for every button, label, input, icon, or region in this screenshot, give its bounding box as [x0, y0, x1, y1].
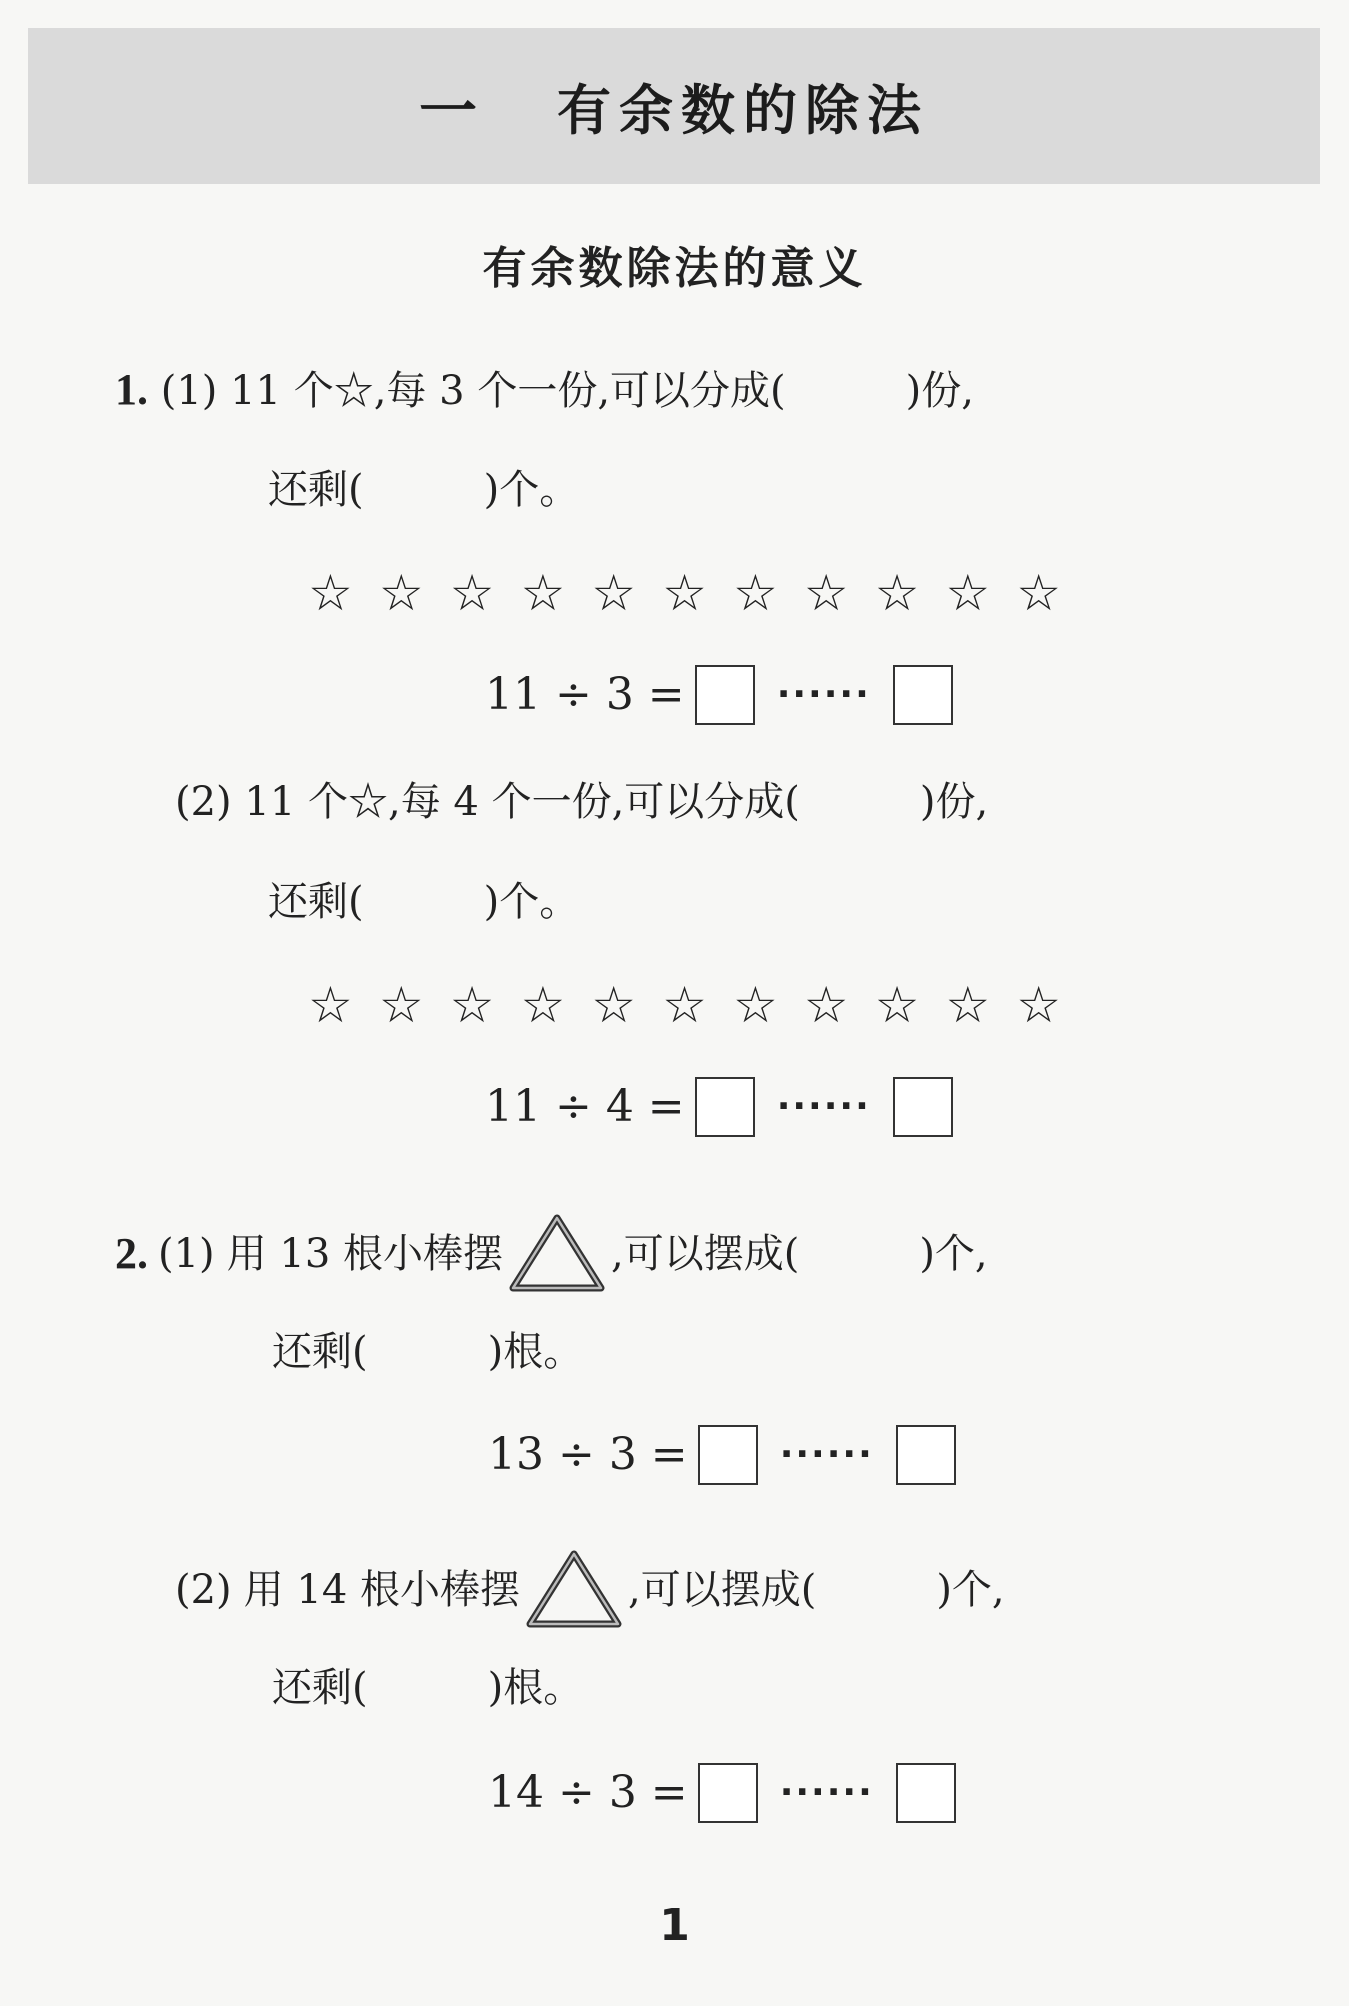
- q2-p2-text-c: )个,: [936, 1567, 1005, 1613]
- q1-p1-text-b: )份,: [905, 368, 974, 414]
- q2-p1-line2: [272, 1329, 584, 1375]
- q1-p2-eq-text: 11 ÷ 4 =: [485, 1081, 685, 1132]
- q2-p1-eq-text: 13 ÷ 3 =: [488, 1429, 688, 1480]
- q2-p1-remainder-box[interactable]: [896, 1425, 956, 1485]
- q1-p2-line1: [175, 779, 989, 825]
- triangle-sticks-icon: [524, 1548, 624, 1632]
- q2-p2-line2-a: 还剩(: [272, 1665, 368, 1711]
- q2-p2-eq-text: 14 ÷ 3 =: [488, 1767, 688, 1818]
- q2-p2-quotient-box[interactable]: [698, 1763, 758, 1823]
- q1-p2-line2-b: )个。: [483, 879, 580, 925]
- q1-p1-line2-a: 还剩(: [268, 467, 364, 513]
- q1-p2-remainder-box[interactable]: [893, 1077, 953, 1137]
- q2-p1-line2-b: )根。: [487, 1329, 584, 1375]
- q1-p2-equation: [485, 1077, 963, 1137]
- q1-p1-line2-b: )个。: [483, 467, 580, 513]
- q2-p2-remainder-box[interactable]: [896, 1763, 956, 1823]
- chapter-title: 有余数的除法: [557, 78, 929, 142]
- q2-p1-label: (1): [158, 1231, 215, 1277]
- q1-p2-line2-a: 还剩(: [268, 879, 364, 925]
- chapter-banner: [28, 28, 1320, 184]
- q1-p1-stars: ☆☆☆☆☆☆☆☆☆☆☆: [308, 564, 1088, 622]
- q2-p2-equation: [488, 1763, 966, 1823]
- q1-p2-label: (2): [175, 779, 232, 825]
- q2-p1-text-b: ,可以摆成(: [611, 1231, 800, 1277]
- q1-p2-text-b: )份,: [919, 779, 989, 825]
- q2-p1-text-c: )个,: [919, 1231, 988, 1277]
- q1-p2-line2: [268, 879, 580, 925]
- q2-p1-line1: [115, 1212, 988, 1296]
- q1-p1-line1: [115, 365, 974, 414]
- q2-p2-line2: [272, 1665, 584, 1711]
- q2-p2-line2-b: )根。: [487, 1665, 584, 1711]
- q2-p2-line1: [175, 1548, 1005, 1632]
- triangle-sticks-icon: [507, 1212, 607, 1296]
- page-number: 1: [659, 1900, 690, 1951]
- q1-p1-equation: [485, 665, 963, 725]
- q2-p2-text-b: ,可以摆成(: [628, 1567, 817, 1613]
- q2-p2-text-a: 用 14 根小棒摆: [243, 1567, 520, 1613]
- q2-p2-label: (2): [175, 1567, 232, 1613]
- q1-p1-quotient-box[interactable]: [695, 665, 755, 725]
- q1-p1-line2: [268, 467, 580, 513]
- q1-p2-stars: ☆☆☆☆☆☆☆☆☆☆☆: [308, 976, 1088, 1034]
- q1-p1-eq-text: 11 ÷ 3 =: [485, 669, 685, 720]
- q2-number: 2.: [115, 1229, 148, 1278]
- q1-number: 1.: [115, 365, 148, 414]
- q2-p1-text-a: 用 13 根小棒摆: [226, 1231, 503, 1277]
- q1-p1-label: (1): [160, 368, 218, 414]
- q2-p1-remainder-dots: ······: [779, 1434, 874, 1475]
- q1-p1-text-a: 11 个☆,每 3 个一份,可以分成(: [230, 368, 786, 414]
- section-title: 有余数除法的意义: [482, 243, 867, 294]
- q2-p1-line2-a: 还剩(: [272, 1329, 368, 1375]
- q2-p1-quotient-box[interactable]: [698, 1425, 758, 1485]
- q1-p1-remainder-dots: ······: [776, 674, 871, 715]
- q1-p2-text-a: 11 个☆,每 4 个一份,可以分成(: [244, 779, 800, 825]
- q1-p2-quotient-box[interactable]: [695, 1077, 755, 1137]
- chapter-number: 一: [418, 77, 477, 145]
- q2-p1-equation: [488, 1425, 966, 1485]
- q1-p2-remainder-dots: ······: [776, 1086, 871, 1127]
- q2-p2-remainder-dots: ······: [779, 1772, 874, 1813]
- q1-p1-remainder-box[interactable]: [893, 665, 953, 725]
